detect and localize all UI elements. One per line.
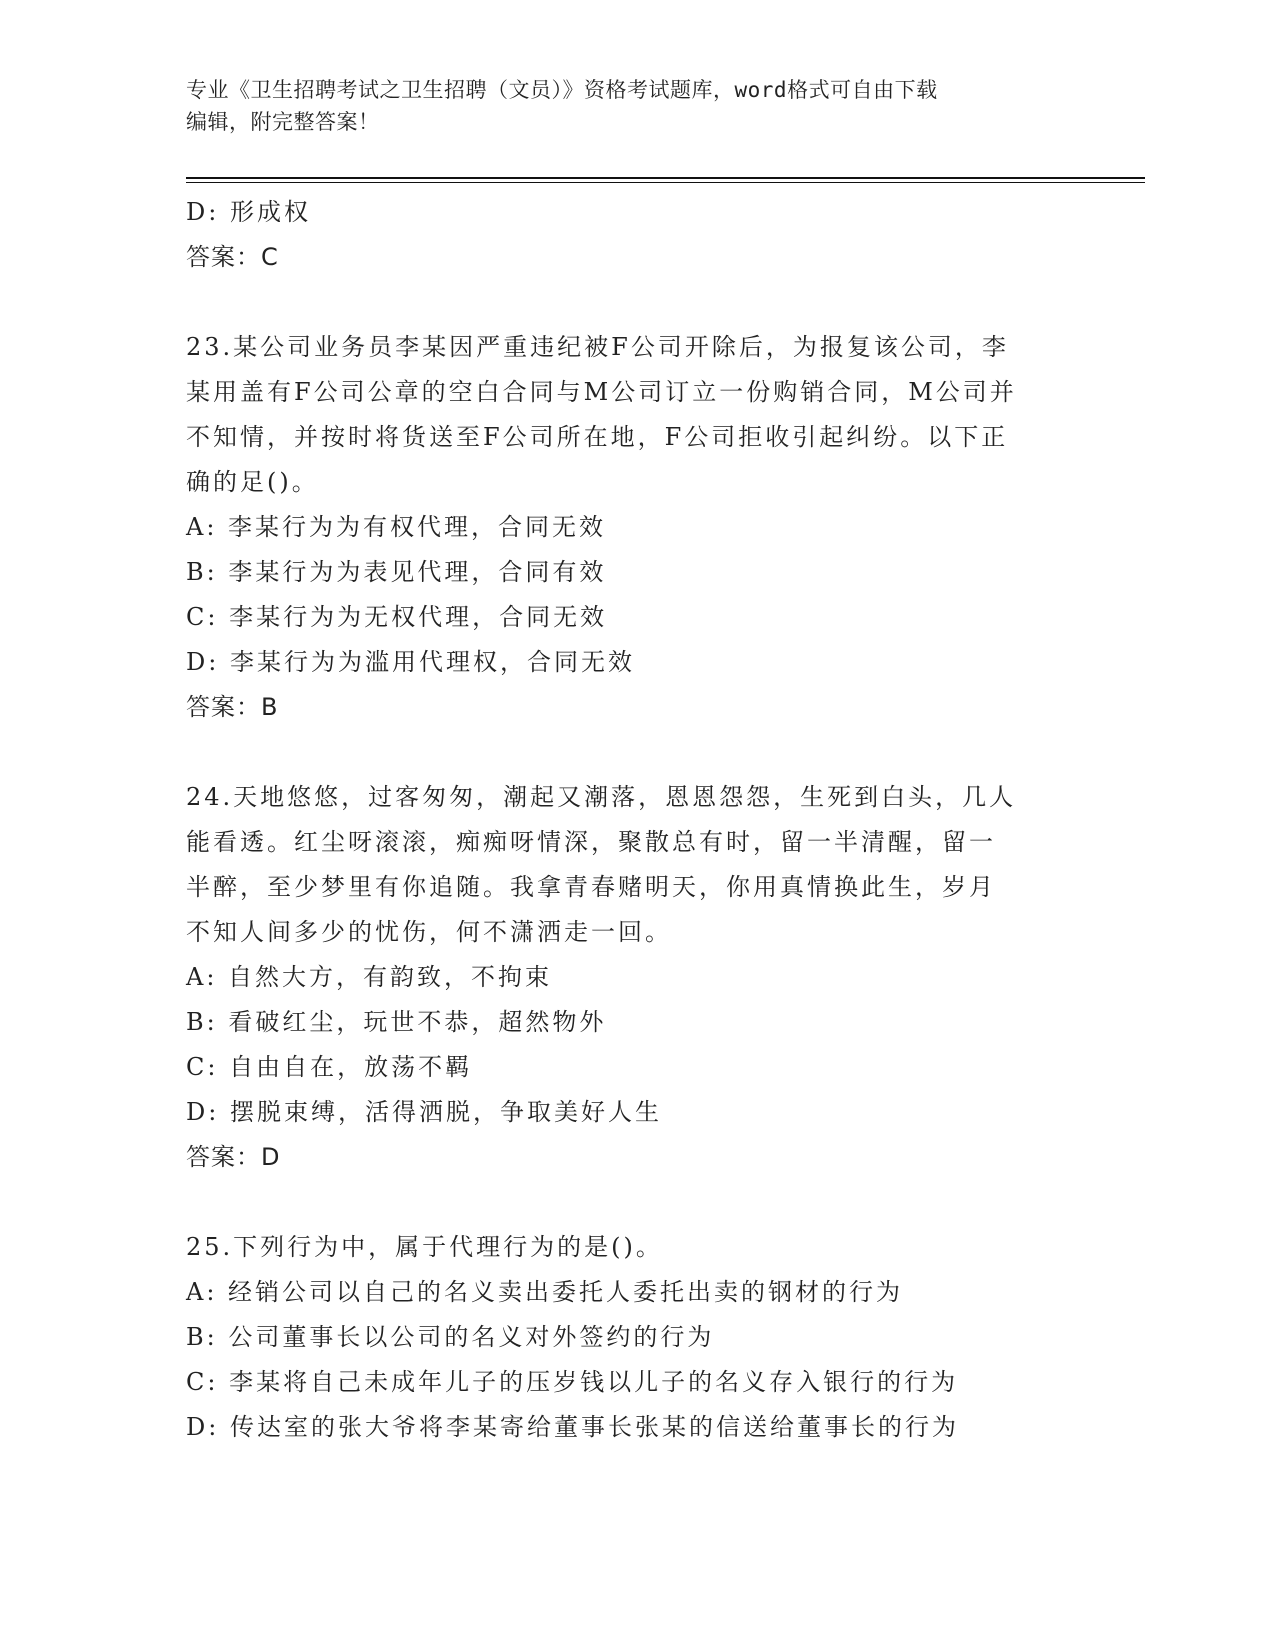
question-content [186,190,1086,1450]
question-text-line: 能看透。红尘呀滚滚，痴痴呀情深，聚散总有时，留一半清醒，留一 [186,828,996,856]
option-c: C: 李某将自己未成年儿子的压岁钱以儿子的名义存入银行的行为 [186,1368,959,1396]
option-c: C: 李某行为为无权代理，合同无效 [186,603,608,631]
question-text-line: 确的足()。 [186,468,319,496]
option-a: A: 经销公司以自己的名义卖出委托人委托出卖的钢材的行为 [186,1278,904,1306]
option-b: B: 公司董事长以公司的名义对外签约的行为 [186,1323,715,1351]
option-a: A: 自然大方，有韵致，不拘束 [186,963,553,991]
option-a: A: 李某行为为有权代理，合同无效 [186,513,607,541]
option-d: D: 传达室的张大爷将李某寄给董事长张某的信送给董事长的行为 [186,1413,959,1441]
question-23 [186,325,1086,730]
header-line-1: 专业《卫生招聘考试之卫生招聘（文员）》资格考试题库，word格式可自由下载 [186,78,938,102]
option-d: D: 李某行为为滥用代理权，合同无效 [186,648,635,676]
question-text-line: 不知人间多少的忧伤，何不潇洒走一回。 [186,918,672,946]
spacer [186,280,1086,325]
answer-line: 答案：C [186,243,279,271]
header-divider-thick [186,177,1145,179]
answer-line: 答案：D [186,1143,281,1171]
question-25 [186,1225,1086,1450]
option-d: D: 形成权 [186,198,311,226]
question-text-line: 某用盖有F公司公章的空白合同与M公司订立一份购销合同，M公司并 [186,378,1017,406]
spacer [186,1180,1086,1225]
spacer [186,730,1086,775]
option-d: D: 摆脱束缚，活得洒脱，争取美好人生 [186,1098,662,1126]
answer-line: 答案：B [186,693,279,721]
document-header [186,74,1086,138]
header-line-2: 编辑，附完整答案！ [186,110,380,134]
question-text-line: 24.天地悠悠，过客匆匆，潮起又潮落，恩恩怨怨，生死到白头，几人 [186,783,1017,811]
question-22-tail [186,190,1086,280]
option-c: C: 自由自在，放荡不羁 [186,1053,473,1081]
question-text-line: 半醉，至少梦里有你追随。我拿青春赌明天，你用真情换此生，岁月 [186,873,996,901]
option-b: B: 看破红尘，玩世不恭，超然物外 [186,1008,607,1036]
question-text-line: 25.下列行为中，属于代理行为的是()。 [186,1233,663,1261]
question-24 [186,775,1086,1180]
question-text-line: 23.某公司业务员李某因严重违纪被F公司开除后，为报复该公司，李 [186,333,1009,361]
header-divider-thin [186,182,1145,183]
option-b: B: 李某行为为表见代理，合同有效 [186,558,607,586]
question-text-line: 不知情，并按时将货送至F公司所在地，F公司拒收引起纠纷。以下正 [186,423,1009,451]
